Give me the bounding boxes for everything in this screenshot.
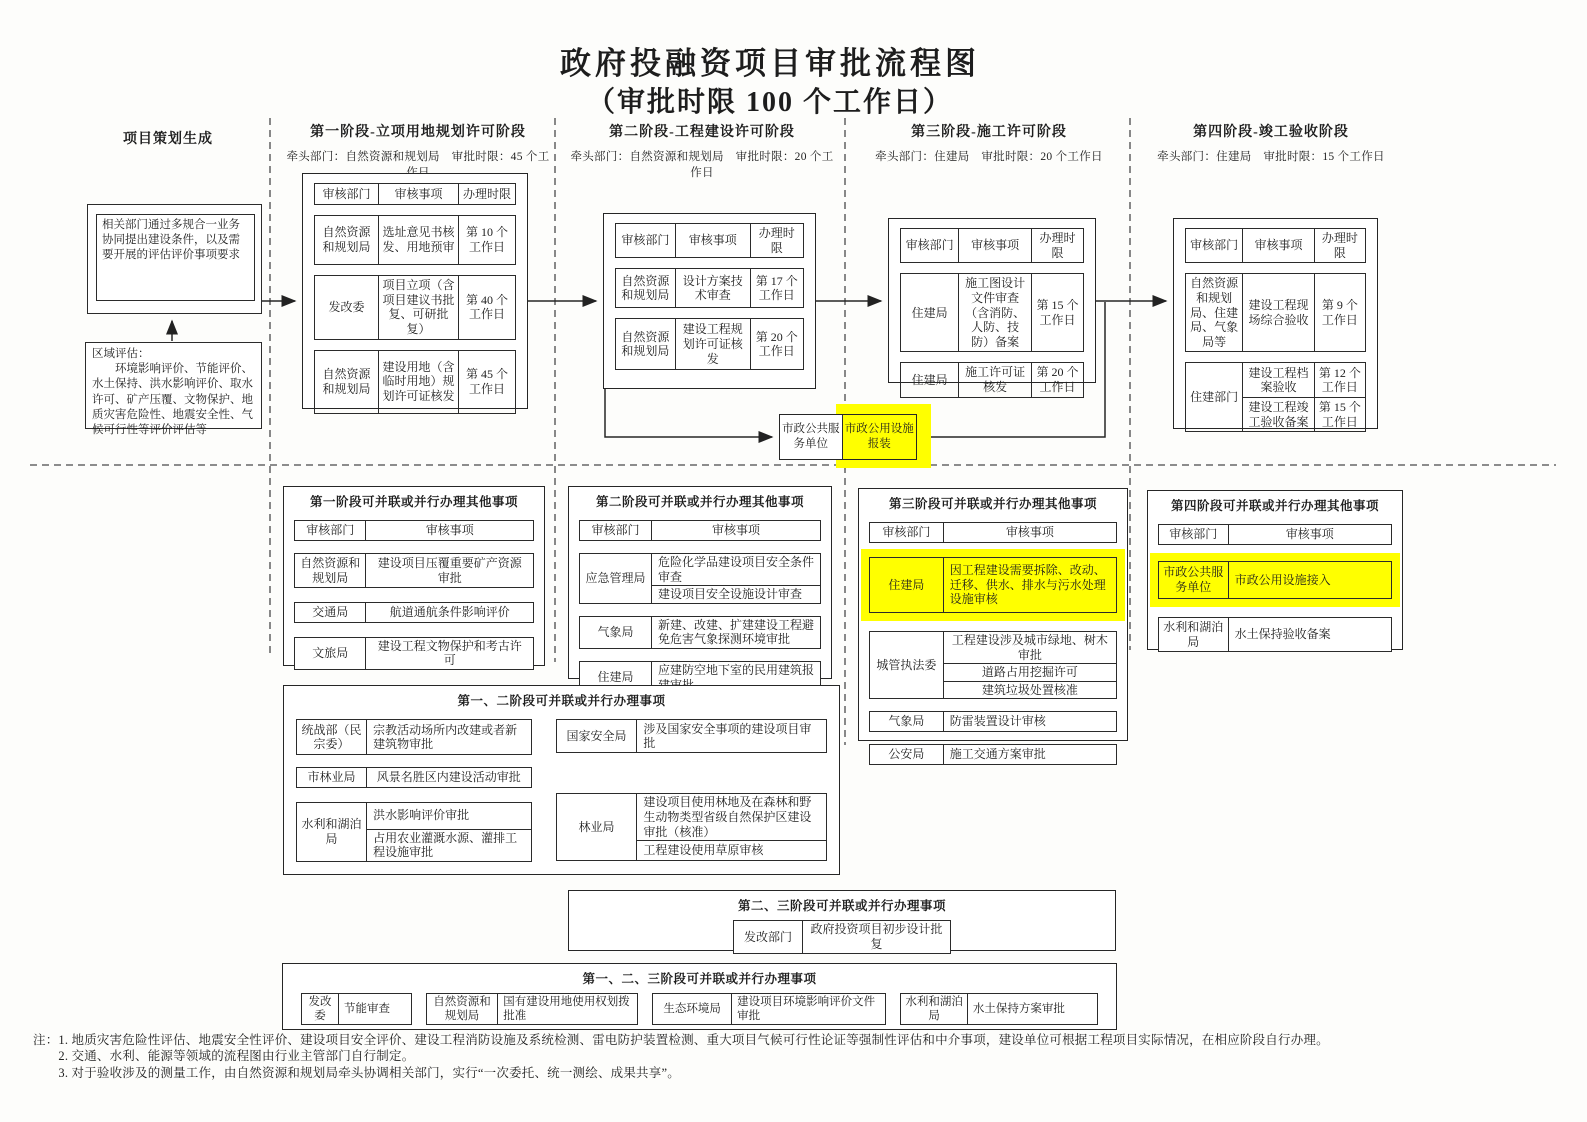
header-item: 审核事项 (959, 229, 1032, 262)
header-item: 审核事项 (1243, 229, 1315, 262)
parallel-stage1-table (283, 486, 545, 666)
parallel-header-row (1158, 524, 1392, 545)
row-time: 第 20 个工作日 (1036, 365, 1079, 394)
row-item: 涉及国家安全事项的建设项目审批 (643, 721, 812, 751)
row-item: 水土保持方案审批 (972, 1003, 1065, 1016)
header-item: 审核事项 (1005, 525, 1054, 540)
notes-list (58, 1032, 1328, 1081)
column-title: 项目策划生成 (123, 132, 213, 147)
row-dept: 住建局 (901, 363, 959, 396)
table-row (869, 631, 1117, 700)
row-dept: 住建局 (870, 558, 944, 612)
parallel-table-title: 第一阶段可并联或并行办理其他事项 (309, 495, 518, 509)
parallel-table-title: 第四阶段可并联或并行办理其他事项 (1170, 499, 1379, 513)
row-item: 建设工程文物保护和考古许可 (377, 638, 522, 668)
table-row (296, 802, 532, 862)
stage1-table (302, 173, 528, 409)
header-dept: 审核部门 (901, 229, 959, 262)
row-dept: 应急管理局 (580, 554, 652, 603)
two-column-layout (294, 719, 829, 862)
parallel-header-row (869, 522, 1117, 543)
table-row (733, 920, 951, 953)
stage2-table (603, 213, 816, 389)
table-row (314, 275, 516, 340)
parallel-table-title: 第一、二、三阶段可并联或并行办理事项 (582, 972, 817, 986)
table-row (556, 793, 827, 861)
table-row-highlighted (869, 557, 1117, 613)
table-row (579, 616, 821, 649)
row-dept: 自然资源和规划局 (616, 319, 676, 369)
row-item: 建设项目安全设施设计审查 (652, 585, 820, 603)
footnotes (33, 1032, 1563, 1081)
parallel-stage3-table (858, 488, 1128, 761)
row-item: 选址意见书核发、用地预审 (379, 216, 459, 264)
row-dept: 自然资源和规划局、住建局、气象局等 (1186, 274, 1243, 351)
stage1-header-row (314, 183, 516, 205)
column-meta: 牵头部门：住建局 审批时限：20 个工作日 (875, 151, 1103, 163)
row-item: 占用农业灌溉水源、灌排工程设施审批 (367, 829, 531, 861)
parallel-stage23-table (568, 890, 1116, 951)
row-item: 项目立项（含项目建议书批复、可研批复） (379, 276, 459, 339)
header-time: 办理时限 (1321, 231, 1358, 260)
table-row (900, 362, 1084, 397)
row-item: 工程建设涉及城市绿地、树木审批 (951, 632, 1108, 662)
arrow-to-municipal-box (605, 389, 772, 437)
row-dept: 发改部门 (734, 921, 803, 952)
row-time: 第 15 个工作日 (1036, 298, 1079, 327)
row-item: 工程建设使用草原审核 (637, 840, 826, 860)
row-dept: 自然资源和规划局 (616, 269, 676, 307)
row-item: 建设工程档案验收 (1243, 363, 1315, 397)
planning-condition-box (87, 204, 262, 314)
table-row (615, 318, 804, 370)
municipal-dept: 市政公共服务单位 (780, 415, 843, 459)
stage4-header-row (1185, 228, 1366, 263)
notes-label: 注： (33, 1033, 59, 1047)
row-dept: 城管执法委 (870, 632, 944, 699)
note-item: 1. 地质灾害危险性评估、地震安全性评价、建设项目安全评价、建设工程消防设施及系统检测、雷电防护装置检测、重大项目气候可行性论证等强制性评估和中介事项，建设单位可根据工程项目实际情况，在相应阶段自行办理。 (58, 1033, 1329, 1047)
column-meta: 牵头部门：自然资源和规划局 审批时限：45 个工 (286, 151, 550, 163)
municipal-service-box (779, 414, 917, 460)
table-row (426, 993, 638, 1025)
parallel-table-title: 第三阶段可并联或并行办理其他事项 (888, 497, 1097, 511)
row-item: 建设项目压覆重要矿产资源审批 (377, 555, 522, 585)
header-dept: 审核部门 (580, 521, 652, 540)
row-dept: 交通局 (295, 603, 366, 622)
stage3-table (888, 218, 1096, 394)
page-title: 政府投融资项目审批流程图 (560, 46, 980, 81)
header-dept: 审核部门 (616, 224, 676, 257)
sub-row (1243, 397, 1365, 432)
row-dept: 生态环境局 (653, 994, 732, 1024)
row-time: 第 15 个工作日 (1318, 400, 1361, 429)
header-dept: 审核部门 (315, 184, 379, 204)
header-dept: 审核部门 (1186, 229, 1243, 262)
row-dept: 市林业局 (297, 768, 367, 787)
parallel-table-title: 第二阶段可并联或并行办理其他事项 (595, 495, 804, 509)
stage3-header-row (900, 228, 1084, 263)
row-time: 第 40 个工作日 (465, 292, 508, 322)
row-time: 第 17 个工作日 (755, 273, 798, 303)
row-time: 第 20 个工作日 (755, 329, 798, 359)
table-row (1158, 617, 1392, 652)
regional-assessment-title: 区域评估： (92, 348, 150, 360)
header-time: 办理时限 (758, 226, 795, 255)
table-row (294, 602, 534, 623)
left-column (296, 719, 532, 862)
header-time: 办理时限 (1039, 231, 1076, 260)
row-item: 建设工程规划许可证核发 (676, 319, 751, 369)
planning-condition-text: 相关部门通过多规合一业务协同提出建设条件，以及需要开展的评估评价事项要求 (102, 219, 240, 262)
row-item: 建筑垃圾处置核准 (944, 681, 1116, 699)
row-item: 施工交通方案审批 (949, 747, 1046, 761)
regional-assessment-box (85, 342, 262, 436)
row-item: 新建、改建、扩建建设工程避免危害气象探测环境审批 (658, 617, 815, 647)
row-item: 市政公用设施接入 (1234, 572, 1331, 587)
column-header-stage3 (858, 121, 1120, 164)
row-time: 第 10 个工作日 (465, 225, 508, 254)
header-item: 审核事项 (379, 184, 459, 204)
municipal-item: 市政公用设施报装 (844, 423, 914, 450)
table-row (314, 215, 516, 265)
row-dept: 气象局 (870, 712, 944, 731)
row-item: 节能审查 (343, 1003, 390, 1016)
row-item: 政府投资项目初步设计批复 (810, 922, 943, 951)
note-item: 2. 交通、水利、能源等领域的流程图由行业主管部门自行制定。 (58, 1049, 415, 1064)
parallel-table-title: 第一、二阶段可并联或并行办理事项 (457, 694, 666, 708)
row-item: 宗教活动场所内改建或者新建筑物审批 (373, 722, 518, 752)
row-dept: 自然资源和规划局 (427, 994, 499, 1024)
row-item: 航道通航条件影响评价 (389, 605, 510, 620)
row-item: 防雷装置设计审核 (949, 714, 1046, 729)
column-header-planning (68, 128, 268, 148)
row-dept: 国家安全局 (557, 720, 638, 752)
row-dept: 林业局 (557, 794, 638, 860)
row-item: 水土保持验收备案 (1234, 627, 1331, 642)
row-dept: 水利和湖泊局 (1159, 618, 1229, 651)
row-dept: 住建局 (580, 662, 652, 693)
row-dept: 水利和湖泊局 (901, 994, 968, 1024)
table-row (294, 553, 534, 588)
row-item: 道路占用挖掘许可 (944, 663, 1116, 681)
row-item: 风景名胜区内建设活动审批 (376, 770, 521, 785)
row-dept: 自然资源和规划局 (315, 216, 379, 264)
parallel-header-row (579, 520, 821, 541)
stage2-header-row (615, 223, 804, 258)
column-header-stage1 (283, 121, 553, 180)
row-dept: 住建部门 (1186, 363, 1243, 431)
header-item: 审核事项 (425, 523, 474, 538)
row-dept: 自然资源和规划局 (295, 554, 366, 587)
column-title: 第二阶段-工程建设许可阶段 (609, 125, 795, 140)
row-dept: 文旅局 (295, 638, 366, 669)
table-row (615, 268, 804, 308)
table-row (579, 553, 821, 604)
table-row (1185, 362, 1366, 432)
header-item: 审核事项 (676, 224, 751, 257)
row-item: 国有建设用地使用权划拨批准 (503, 996, 630, 1023)
column-header-stage4 (1140, 121, 1402, 164)
column-title: 第四阶段-竣工验收阶段 (1193, 125, 1349, 140)
parallel-header-row (294, 520, 534, 541)
row-time: 第 9 个工作日 (1321, 298, 1358, 327)
column-title: 第三阶段-施工许可阶段 (911, 125, 1067, 140)
table-row (869, 744, 1117, 765)
header-dept: 审核部门 (295, 521, 366, 540)
row-dept: 市政公共服务单位 (1159, 562, 1229, 598)
row-dept: 气象局 (580, 617, 652, 648)
row-item: 建设项目使用林地及在森林和野生动物类型省级自然保护区建设审批（核准） (643, 795, 812, 839)
sub-row (1243, 363, 1365, 397)
parallel-stage123-table (282, 963, 1117, 1030)
header-item: 审核事项 (711, 523, 760, 538)
table-row (900, 993, 1098, 1025)
note-item: 3. 对于验收涉及的测量工作，由自然资源和规划局牵头协调相关部门，实行“一次委托、统一测绘、成果共享”。 (58, 1065, 680, 1080)
parallel-stage12-table (283, 685, 840, 875)
header-dept: 审核部门 (1159, 525, 1229, 544)
table-row (296, 767, 532, 788)
column-meta: 牵头部门：自然资源和规划局 审批时限：20 个工作日 (570, 151, 834, 179)
page-subtitle: （审批时限 100 个工作日） (586, 87, 953, 118)
row-item: 应建防空地下室的民用建筑报 (658, 663, 815, 677)
table-row (296, 719, 532, 755)
row-item: 设计方案技术审查 (676, 269, 751, 307)
row-dept: 统战部（民宗委） (297, 720, 367, 754)
header-dept: 审核部门 (870, 523, 944, 542)
row-item: 洪水影响评价审批 (373, 808, 470, 823)
row-time: 第 45 个工作日 (465, 366, 508, 396)
table-row (652, 993, 886, 1025)
row-item: 因工程建设需要拆除、改动、迁移、供水、排水与污水处理设施审核 (949, 562, 1106, 607)
parallel-table-title: 第二、三阶段可并联或并行办理事项 (737, 899, 946, 913)
parallel-stage4-table (1147, 490, 1403, 650)
row-item: 建设工程现场综合验收 (1243, 274, 1315, 351)
dept-item-pairs (301, 993, 1098, 1025)
column-meta: 牵头部门：住建局 审批时限：15 个工作日 (1157, 151, 1385, 163)
table-row (314, 350, 516, 414)
row-item: 建设用地（含临时用地）规划许可证核发 (379, 351, 459, 413)
row-dept: 水利和湖泊局 (297, 803, 367, 861)
header-time: 办理时限 (462, 186, 511, 201)
table-row (900, 273, 1084, 352)
row-item: 施工图设计文件审查（含消防、人防、技防）备案 (959, 274, 1032, 351)
sub-rows (1243, 363, 1365, 431)
row-item: 危险化学品建设项目安全条件审查 (658, 554, 815, 584)
row-item: 施工许可证核发 (959, 363, 1032, 396)
table-row (301, 993, 412, 1025)
row-dept: 住建局 (901, 274, 959, 351)
row-dept: 自然资源和规划局 (315, 351, 379, 413)
row-dept: 发改委 (315, 276, 379, 339)
stage4-table (1173, 218, 1378, 429)
column-title: 第一阶段-立项用地规划许可阶段 (310, 125, 526, 140)
planning-condition-inner-box (96, 214, 255, 301)
header-item: 审核事项 (1285, 527, 1334, 542)
table-row (869, 711, 1117, 732)
row-dept: 发改委 (302, 994, 339, 1024)
column-header-stage2 (568, 121, 836, 180)
regional-assessment-body: 环境影响评价、节能评价、水土保持、洪水影响评价、取水许可、矿产压覆、文物保护、地质灾害危险性、地震安全性、气候可行性等评价评估等 (92, 363, 253, 436)
row-item: 建设项目环境影响评价文件审批 (737, 996, 876, 1023)
row-dept: 公安局 (870, 745, 944, 764)
table-row (1185, 273, 1366, 352)
table-row-highlighted (1158, 561, 1392, 599)
row-item: 建设工程竣工验收备案 (1243, 398, 1315, 432)
table-row (294, 637, 534, 670)
table-row (556, 719, 827, 753)
parallel-stage2-table (568, 486, 832, 685)
right-column (556, 719, 827, 862)
row-time: 第 12 个工作日 (1318, 365, 1361, 395)
